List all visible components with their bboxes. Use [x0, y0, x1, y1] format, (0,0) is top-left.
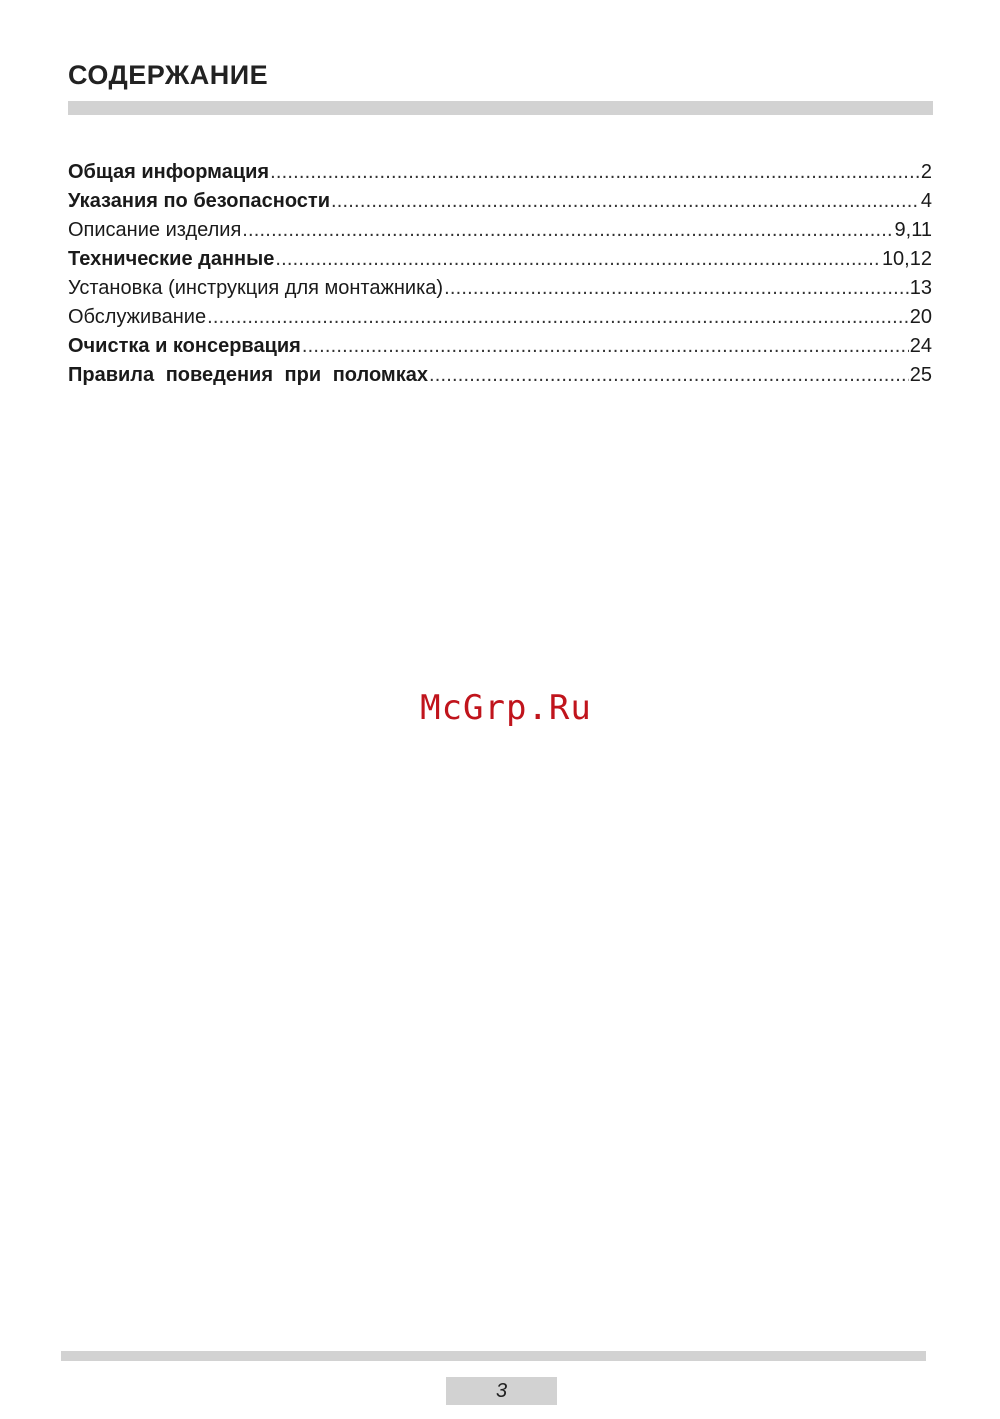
page-number-box — [446, 1377, 557, 1405]
toc-dot-leader — [207, 303, 909, 332]
toc-dot-leader — [242, 216, 893, 245]
toc-dot-leader — [444, 274, 909, 303]
toc-entry-page: 2 — [920, 161, 932, 183]
toc-entry-title: Очистка и консервация — [68, 335, 301, 357]
toc-dot-leader — [275, 245, 881, 274]
toc-entry-title: Общая информация — [68, 161, 270, 183]
toc-entry-page: 4 — [920, 190, 932, 212]
toc-entry[interactable] — [68, 158, 932, 187]
toc-entry-title: Описание изделия — [68, 219, 242, 241]
toc-entry-page: 25 — [909, 364, 932, 386]
page-number: 3 — [495, 1379, 508, 1402]
toc-dot-leader — [270, 158, 920, 187]
toc-entry-title: Правила поведения при поломках — [68, 364, 428, 386]
toc-entry[interactable] — [68, 216, 932, 245]
page-title: СОДЕРЖАНИЕ — [68, 60, 269, 90]
toc-entry[interactable] — [68, 332, 932, 361]
toc-dot-leader — [302, 332, 909, 361]
toc-dot-leader — [331, 187, 920, 216]
bottom-divider — [61, 1351, 926, 1361]
toc-entry-page: 10,12 — [881, 248, 932, 270]
toc-entry-page: 20 — [909, 306, 932, 328]
toc-entry[interactable] — [68, 274, 932, 303]
toc-entry[interactable] — [68, 303, 932, 332]
toc-entry-page: 24 — [909, 335, 932, 357]
watermark: McGrp.Ru — [420, 688, 592, 728]
top-divider — [68, 101, 933, 115]
toc-entry-page: 13 — [909, 277, 932, 299]
toc-entry[interactable] — [68, 245, 932, 274]
table-of-contents — [68, 158, 932, 390]
toc-entry-title: Установка (инструкция для монтажника) — [68, 277, 444, 299]
toc-entry-title: Обслуживание — [68, 306, 207, 328]
toc-dot-leader — [429, 361, 909, 390]
toc-entry[interactable] — [68, 361, 932, 390]
toc-entry[interactable] — [68, 187, 932, 216]
toc-entry-title: Указания по безопасности — [68, 190, 331, 212]
toc-entry-title: Технические данные — [68, 248, 275, 270]
toc-entry-page: 9,11 — [894, 219, 932, 241]
